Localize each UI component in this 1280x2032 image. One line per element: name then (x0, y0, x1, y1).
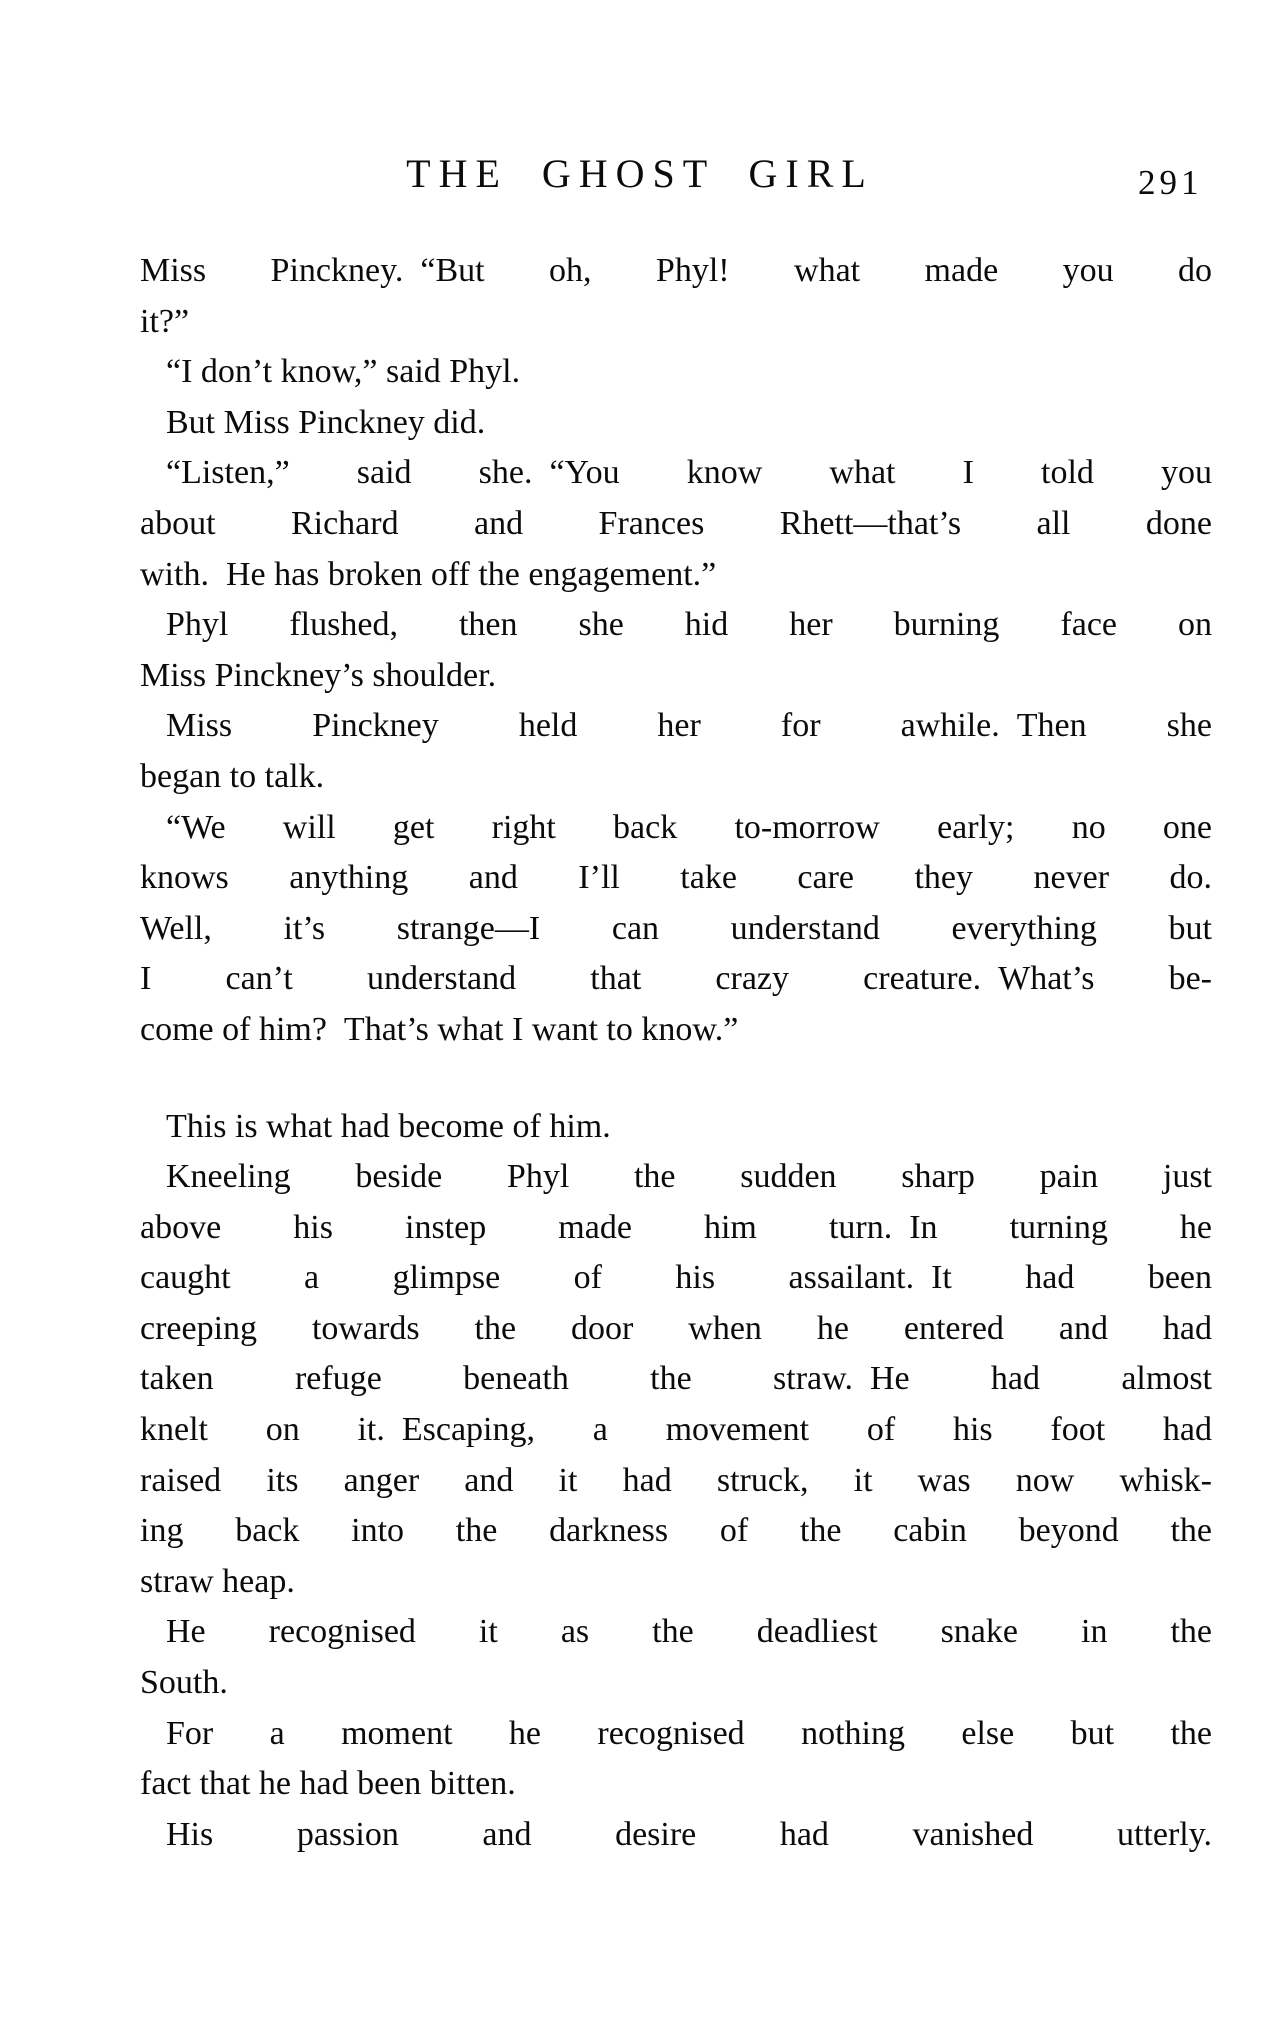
text-line: come of him? That’s what I want to know.” (140, 1010, 739, 1048)
page-title: THE GHOST GIRL (406, 151, 874, 196)
text-line: creeping towards the door when he entered and had (140, 1309, 1212, 1347)
text-line: “I don’t know,” said Phyl. (166, 353, 521, 391)
text-line: straw heap. (140, 1562, 295, 1600)
text-line: about Richard and Frances Rhett—that’s all done (140, 504, 1212, 542)
text-line: Miss Pinckney held her for awhile. Then she (166, 707, 1212, 745)
text-line: Phyl flushed, then she hid her burning face on (166, 606, 1212, 644)
text-line: He recognised it as the deadliest snake in the (166, 1613, 1212, 1651)
text-line: Well, it’s strange—I can understand everything but (140, 909, 1212, 947)
text-line: began to talk. (140, 757, 325, 795)
text-line: This is what had become of him. (166, 1107, 611, 1145)
page-body (140, 246, 1212, 1860)
text-line: “We will get right back to-morrow early; no one (166, 808, 1212, 846)
text-line: fact that he had been bitten. (140, 1765, 516, 1803)
text-line: His passion and desire had vanished utterly. (166, 1815, 1212, 1853)
text-line: Miss Pinckney’s shoulder. (140, 656, 497, 694)
text-line: ing back into the darkness of the cabin beyond the (140, 1512, 1212, 1550)
text-line: South. (140, 1664, 228, 1702)
text-line: knelt on it. Escaping, a movement of his foot had (140, 1411, 1212, 1449)
text-line: with. He has broken off the engagement.” (140, 555, 717, 593)
text-line: raised its anger and it had struck, it was now whisk- (140, 1461, 1212, 1499)
page-number: 291 (1138, 163, 1203, 202)
text-line: above his instep made him turn. In turning he (140, 1208, 1212, 1246)
text-line: Miss Pinckney. “But oh, Phyl! what made you do (140, 252, 1212, 289)
text-line: Kneeling beside Phyl the sudden sharp pain just (166, 1158, 1212, 1196)
text-line: caught a glimpse of his assailant. It had been (140, 1259, 1212, 1297)
text-line: it?” (140, 302, 190, 340)
text-line: “Listen,” said she. “You know what I told you (166, 454, 1212, 492)
text-line: But Miss Pinckney did. (166, 403, 486, 441)
text-line: For a moment he recognised nothing else but the (166, 1714, 1212, 1752)
running-header (0, 150, 1280, 202)
text-line: I can’t understand that crazy creature. What’s be- (140, 960, 1212, 998)
text-line: taken refuge beneath the straw. He had almost (140, 1360, 1212, 1398)
text-line: knows anything and I’ll take care they never do. (140, 859, 1212, 897)
